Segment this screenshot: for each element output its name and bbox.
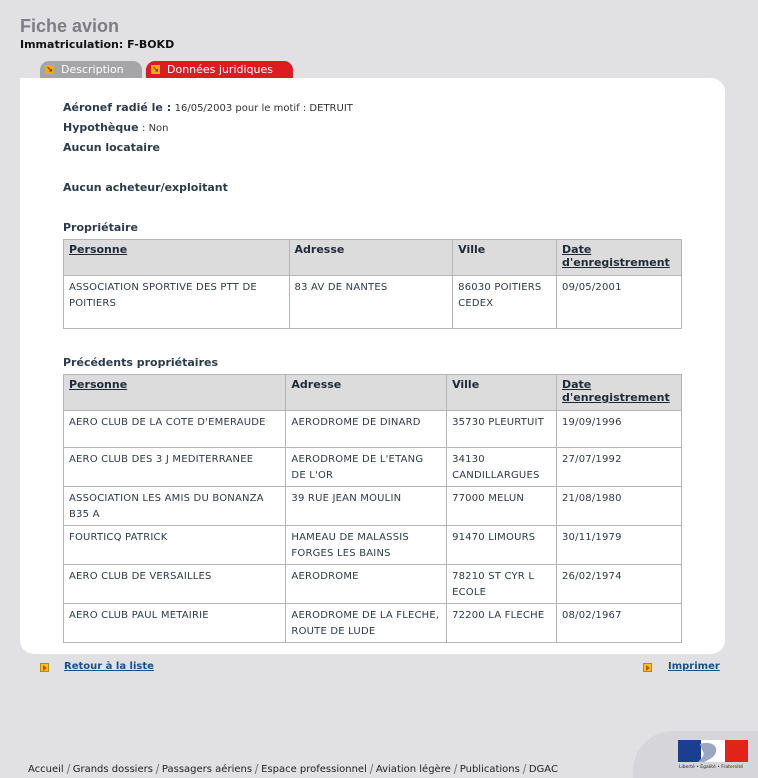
cell-ville: 34130 CANDILLARGUES bbox=[447, 448, 557, 487]
hypotheque-info bbox=[63, 121, 169, 134]
separator bbox=[453, 764, 457, 774]
cell-ville: 78210 ST CYR L ECOLE bbox=[447, 565, 557, 604]
imprimer-link[interactable]: Imprimer bbox=[668, 661, 720, 672]
proprietaire-table bbox=[63, 239, 682, 329]
locataire-info bbox=[63, 141, 160, 154]
hypotheque-value: : Non bbox=[142, 123, 169, 134]
cell-adresse: 39 RUE JEAN MOULIN bbox=[286, 487, 447, 526]
cell-adresse: AERODROME DE LA FLECHE, ROUTE DE LUDE bbox=[286, 604, 447, 643]
precedents-table bbox=[63, 374, 682, 643]
cell-ville: 86030 POITIERS CEDEX bbox=[453, 276, 557, 329]
cell-date: 26/02/1974 bbox=[557, 565, 682, 604]
table-row bbox=[64, 565, 682, 604]
column-header-ville: Ville bbox=[453, 240, 557, 276]
cell-personne: AERO CLUB PAUL METAIRIE bbox=[64, 604, 286, 643]
table-row bbox=[64, 276, 682, 329]
tab-description-label: Description bbox=[61, 63, 124, 76]
cell-date: 27/07/1992 bbox=[557, 448, 682, 487]
hypotheque-label: Hypothèque bbox=[63, 121, 139, 134]
separator bbox=[370, 764, 374, 774]
footer-link-aviation-legere[interactable]: Aviation légère bbox=[375, 764, 451, 775]
column-header-adresse: Adresse bbox=[289, 240, 453, 276]
footer-link-publications[interactable]: Publications bbox=[459, 764, 520, 775]
arrow-icon: ↘ bbox=[46, 65, 53, 74]
radiation-value: 16/05/2003 pour le motif : DETRUIT bbox=[174, 103, 353, 114]
arrow-icon bbox=[643, 663, 652, 672]
separator bbox=[523, 764, 527, 774]
retour-liste-link[interactable]: Retour à la liste bbox=[64, 661, 154, 672]
footer-link-grands-dossiers[interactable]: Grands dossiers bbox=[72, 764, 153, 775]
page-title: Fiche avion bbox=[20, 16, 120, 36]
column-header-adresse: Adresse bbox=[286, 375, 447, 411]
cell-personne: AERO CLUB DE LA COTE D'EMERAUDE bbox=[64, 411, 286, 448]
cell-adresse: AERODROME DE L'ETANG DE L'OR bbox=[286, 448, 447, 487]
column-header-date[interactable]: Date d'enregistrement bbox=[557, 240, 682, 276]
cell-adresse: 83 AV DE NANTES bbox=[289, 276, 453, 329]
cell-ville: 35730 PLEURTUIT bbox=[447, 411, 557, 448]
footer-link-passagers-aeriens[interactable]: Passagers aériens bbox=[161, 764, 253, 775]
arrow-icon bbox=[40, 663, 49, 672]
logo-motto: Liberté • Égalité • Fraternité bbox=[679, 765, 744, 770]
cell-personne: AERO CLUB DE VERSAILLES bbox=[64, 565, 286, 604]
tab-description[interactable] bbox=[40, 61, 142, 78]
republique-francaise-logo bbox=[678, 740, 748, 772]
tab-donnees-juridiques-label: Données juridiques bbox=[167, 63, 274, 76]
cell-ville: 91470 LIMOURS bbox=[447, 526, 557, 565]
acheteur-text: Aucun acheteur/exploitant bbox=[63, 181, 228, 194]
cell-date: 08/02/1967 bbox=[557, 604, 682, 643]
cell-date: 30/11/1979 bbox=[557, 526, 682, 565]
cell-adresse: AERODROME bbox=[286, 565, 447, 604]
cell-personne: FOURTICQ PATRICK bbox=[64, 526, 286, 565]
cell-adresse: HAMEAU DE MALASSIS FORGES LES BAINS bbox=[286, 526, 447, 565]
cell-date: 19/09/1996 bbox=[557, 411, 682, 448]
cell-date: 21/08/1980 bbox=[557, 487, 682, 526]
cell-personne: ASSOCIATION SPORTIVE DES PTT DE POITIERS bbox=[64, 276, 290, 329]
column-header-ville: Ville bbox=[447, 375, 557, 411]
table-row bbox=[64, 411, 682, 448]
separator bbox=[156, 764, 160, 774]
precedents-heading: Précédents propriétaires bbox=[63, 356, 218, 369]
arrow-icon: ↘ bbox=[152, 65, 159, 74]
table-row bbox=[64, 604, 682, 643]
immatriculation: Immatriculation: F-BOKD bbox=[20, 38, 175, 51]
footer-link-espace-professionnel[interactable]: Espace professionnel bbox=[261, 764, 367, 775]
proprietaire-heading: Propriétaire bbox=[63, 221, 138, 234]
cell-ville: 77000 MELUN bbox=[447, 487, 557, 526]
locataire-text: Aucun locataire bbox=[63, 141, 160, 154]
cell-personne: ASSOCIATION LES AMIS DU BONANZA B35 A bbox=[64, 487, 286, 526]
radiation-label: Aéronef radié le : bbox=[63, 101, 172, 114]
cell-date: 09/05/2001 bbox=[557, 276, 682, 329]
table-row bbox=[64, 487, 682, 526]
cell-adresse: AERODROME DE DINARD bbox=[286, 411, 447, 448]
action-links bbox=[0, 661, 758, 677]
table-row bbox=[64, 448, 682, 487]
separator bbox=[255, 764, 259, 774]
column-header-personne[interactable]: Personne bbox=[64, 240, 290, 276]
cell-ville: 72200 LA FLECHE bbox=[447, 604, 557, 643]
table-row bbox=[64, 526, 682, 565]
content-card bbox=[20, 78, 725, 654]
footer-nav bbox=[0, 764, 640, 778]
radiation-info bbox=[63, 101, 353, 114]
footer-link-accueil[interactable]: Accueil bbox=[28, 764, 64, 775]
column-header-date[interactable]: Date d'enregistrement bbox=[557, 375, 682, 411]
separator bbox=[66, 764, 70, 774]
cell-personne: AERO CLUB DES 3 J MEDITERRANEE bbox=[64, 448, 286, 487]
tab-donnees-juridiques[interactable] bbox=[146, 61, 293, 78]
acheteur-info bbox=[63, 181, 228, 194]
column-header-personne[interactable]: Personne bbox=[64, 375, 286, 411]
footer-link-dgac[interactable]: DGAC bbox=[528, 764, 558, 775]
